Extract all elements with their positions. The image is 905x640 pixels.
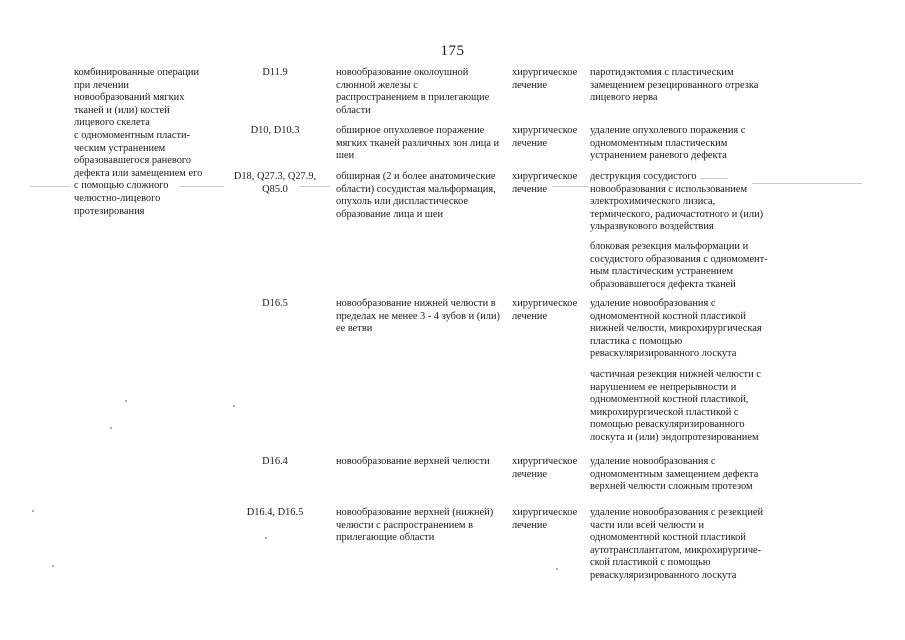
row-4-treatment-type: хирургическое лечение xyxy=(512,298,578,322)
scan-artifact xyxy=(700,178,728,179)
row-2-diagnosis: обширное опухолевое поражение мягких тканей различных зон лица и шеи xyxy=(336,125,500,162)
scan-artifact xyxy=(265,537,267,539)
scan-artifact xyxy=(110,427,112,429)
row-1-method-1: паротидэктомия с пластическим замещением резецированного отрезка лицевого нерва xyxy=(590,67,759,104)
row-4-code: D16.5 xyxy=(262,298,288,309)
row-2-treatment-type: хирургическое лечение xyxy=(512,125,578,149)
scan-artifact xyxy=(30,186,70,187)
scan-artifact xyxy=(52,565,54,567)
row-4-diagnosis: новообразование нижней челюсти в пределах не менее 3 - 4 зубов и (или) ее ветви xyxy=(336,298,501,335)
row-1-treatment-type: хирургическое лечение xyxy=(512,67,578,91)
scan-artifact xyxy=(752,183,862,184)
row-6-treatment-type: хирургическое лечение xyxy=(512,507,578,531)
row-3-code: D18, Q27.3, Q27.9, Q85.0 xyxy=(233,171,317,195)
row-3-method-1: деструкция сосудистого новообразования с использованием электрохимического лизиса, термического, радиочастотного и (или) ульразвукового воздействия xyxy=(590,171,764,233)
scan-artifact xyxy=(552,186,588,187)
row-3-treatment-type: хирургическое лечение xyxy=(512,171,578,195)
row-1-code: D11.9 xyxy=(262,67,288,78)
row-6-diagnosis: новообразование верхней (нижней) челюсти с распространением в прилегающие области xyxy=(336,507,494,544)
row-6-code: D16.4, D16.5 xyxy=(246,507,304,518)
row-3-diagnosis: обширная (2 и более анатомические области) сосудистая мальформация, опухоль или диспластическое образование лица и шеи xyxy=(336,171,496,220)
row-4-method-2: частичная резекция нижней челюсти с нарушением ее непрерывности и одномоментной костной пластикой, микрохирургической пластикой с помощью реваскуляризированного лоскута и (или) эндопротезированием xyxy=(590,369,761,443)
scan-artifact xyxy=(125,400,127,402)
page-number: 175 xyxy=(440,43,465,59)
row-5-treatment-type: хирургическое лечение xyxy=(512,456,578,480)
row-5-diagnosis: новообразование верхней челюсти xyxy=(336,456,490,467)
scan-artifact xyxy=(180,186,224,187)
row-6-method-1: удаление новообразования с резекцией части или всей челюсти и одномоментной костной пластикой аутотрансплантатом, микрохирургиче- ской пластикой с помощью реваскуляризированного лоскута xyxy=(590,507,764,581)
scan-artifact xyxy=(300,186,330,187)
group-description: комбинированные операции при лечении новообразований мягких тканей и (или) костей лицевого скелета с одномоментным пласти- ческим устранением образовавшегося раневого дефекта или замещением его с помощью сложного челюстно-лицевого протезирования xyxy=(74,67,203,217)
scan-artifact xyxy=(233,405,235,407)
row-2-code: D10, D10.3 xyxy=(250,125,300,136)
row-3-method-2: блоковая резекция мальформации и сосудистого образования с одномомент- ным пластическим устранением образовавшегося дефекта тканей xyxy=(590,241,768,290)
scan-artifact xyxy=(556,568,558,570)
scan-artifact xyxy=(32,510,34,512)
row-2-method-1: удаление опухолевого поражения с одномоментным пластическим устранением раневого дефекта xyxy=(590,125,746,162)
row-5-method-1: удаление новообразования с одномоментным замещением дефекта верхней челюсти сложным протезом xyxy=(590,456,759,493)
row-1-diagnosis: новообразование околоушной слюнной железы с распространением в прилегающие области xyxy=(336,67,490,116)
row-5-code: D16.4 xyxy=(262,456,288,467)
row-4-method-1: удаление новообразования с одномоментной костной пластикой нижней челюсти, микрохирургическая пластика с помощью реваскуляризированного лоскута xyxy=(590,298,762,360)
